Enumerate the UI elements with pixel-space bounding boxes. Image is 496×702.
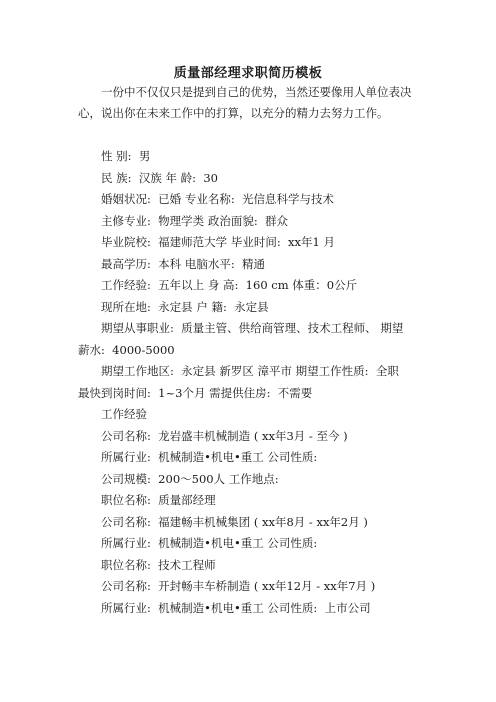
position-line: 职位名称: 技术工程师 xyxy=(101,557,216,572)
company-line: 公司名称: 龙岩盛丰机械制造 ( xx年3月 - 至今 ) xyxy=(101,428,348,443)
industry-line: 所属行业: 机械制造•机电•重工 公司性质: xyxy=(101,536,318,550)
arrival-housing-line: 最快到岗时间: 1~3个月 需提供住房: 不需要 xyxy=(78,385,313,400)
expected-job-line: 期望从事职业: 质量主管、供给商管理、技术工程师、 期望 xyxy=(101,321,404,335)
resume-body xyxy=(78,146,423,619)
major-politics-line: 主修专业: 物理学类 政治面貌: 群众 xyxy=(101,213,289,228)
location-hukou-line: 现所在地: 永定县 户 籍: 永定县 xyxy=(101,299,269,314)
school-graduation-line: 毕业院校: 福建师范大学 毕业时间: xx年1 月 xyxy=(101,235,335,249)
company-line: 公司名称: 开封畅丰车桥制造 ( xx年12月 - xx年7月 ) xyxy=(101,579,376,593)
position-line: 职位名称: 质量部经理 xyxy=(101,493,216,507)
gender-line: 性 别: 男 xyxy=(101,149,151,163)
work-experience-heading: 工作经验 xyxy=(101,407,147,421)
industry-line: 所属行业: 机械制造•机电•重工 公司性质: 上市公司 xyxy=(101,600,371,615)
education-computer-line: 最高学历: 本科 电脑水平: 精通 xyxy=(101,256,266,271)
experience-height-line: 工作经验: 五年以上 身 高: 160 cm 体重：0公斤 xyxy=(101,278,358,292)
intro-paragraph: 一份中不仅仅只是提到自己的优势，当然还要像用人单位表决心，说出你在未来工作中的打算，以充分的精力去努力工作。 xyxy=(78,85,412,120)
company-line: 公司名称: 福建畅丰机械集团 ( xx年8月 - xx年2月 ) xyxy=(101,514,368,529)
marital-major-line: 婚姻状况: 已婚 专业名称: 光信息科学与技术 xyxy=(101,192,335,206)
expected-area-line: 期望工作地区: 永定县 新罗区 漳平市 期望工作性质: 全职 xyxy=(101,364,399,378)
document-title: 质量部经理求职简历模板 xyxy=(173,66,323,81)
company-size-line: 公司规模: 200～500人 工作地点: xyxy=(101,471,279,486)
ethnicity-age-line: 民 族: 汉族 年 龄: 30 xyxy=(101,170,218,185)
industry-line: 所属行业: 机械制造•机电•重工 公司性质: xyxy=(101,450,318,464)
expected-salary-line: 薪水: 4000-5000 xyxy=(78,342,175,357)
